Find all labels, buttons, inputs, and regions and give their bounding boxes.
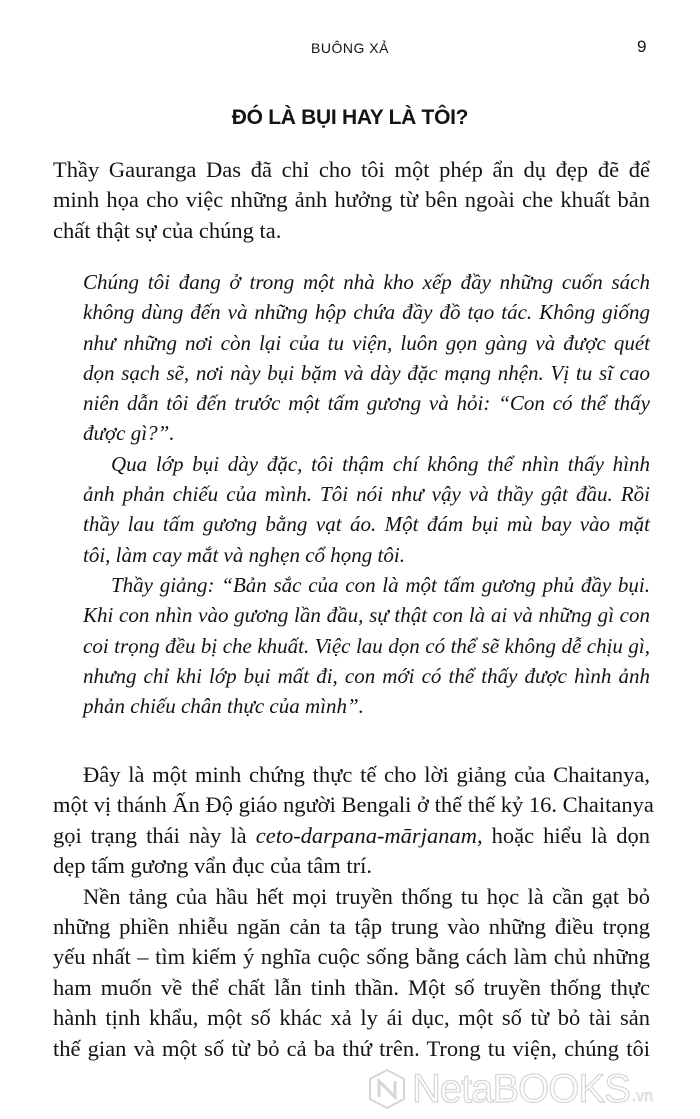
watermark-brand: NetaBOOKS [412,1066,630,1111]
block-quote [83,267,650,721]
section-title: ĐÓ LÀ BỤI HAY LÀ TÔI? [231,106,469,129]
text-line: dẹp tấm gương vẩn đục của tâm trí. [53,853,372,879]
running-header: BUÔNG XẢ [311,40,389,56]
text-line: một vị thánh Ấn Độ giáo người Bengali ở thế thế kỷ 16. Chaitanya [53,792,654,818]
quote-line: Khi con nhìn vào gương lần đầu, sự thật con là ai và những gì con [83,603,650,628]
quote-line: Qua lớp bụi dày đặc, tôi thậm chí không thể nhìn thấy hình [111,451,650,476]
text-line: ham muốn về thể chất lẫn tinh thần. Một số truyền thống thực [53,974,650,1000]
quote-line: phản chiếu chân thực của mình”. [83,694,364,719]
text-line [53,821,650,851]
netabooks-logo-icon [368,1068,406,1110]
page-number: 9 [637,37,647,56]
text-line: chất thật sự của chúng ta. [53,217,282,243]
body-paragraphs [53,760,654,1064]
text-line: hành tịnh khẩu, một số khác xả ly ái dục, một số từ bỏ tài sản [53,1005,650,1031]
text-run: gọi trạng thái này là [53,822,256,848]
quote-line: nhưng chỉ khi lớp bụi mất đi, con mới có thể thấy được hình ảnh [83,663,650,688]
watermark-suffix: .vn [631,1088,654,1105]
quote-line: không dùng đến và những hộp chứa đầy đồ tạo tác. Không giống [83,300,650,325]
text-line: những phiền nhiễu ngăn cản ta tập trung vào những điều trọng [53,913,650,939]
watermark [368,1068,653,1110]
intro-paragraph [53,155,650,246]
quote-line: tôi, làm cay mắt và nghẹn cổ họng tôi. [83,542,405,567]
text-line: Thầy Gauranga Das đã chỉ cho tôi một phép ẩn dụ đẹp đẽ để [53,157,650,182]
quote-line: thầy lau tấm gương bằng vạt áo. Một đám bụi mù bay vào mặt [83,512,650,537]
text-line: minh họa cho việc những ảnh hưởng từ bên ngoài che khuất bản [53,187,650,213]
text-line: Đây là một minh chứng thực tế cho lời giảng của Chaitanya, [83,762,650,787]
quote-line: được gì?”. [83,421,175,446]
quote-line: như những nơi còn lại của tu viện, luôn gọn gàng và được quét [83,330,650,355]
quote-line: Thầy giảng: “Bản sắc của con là một tấm gương phủ đầy bụi. [111,572,650,597]
text-line: yếu nhất – tìm kiếm ý nghĩa cuộc sống bằng cách làm chủ những [53,944,650,970]
sanskrit-term: ceto-darpana-mārjanam [255,822,477,848]
text-line: Nền tảng của hầu hết mọi truyền thống tu học là cần gạt bỏ [83,883,650,909]
text-run: , hoặc hiểu là dọn [476,822,650,848]
quote-line: coi trọng đều bị che khuất. Việc lau dọn có thể sẽ không dễ chịu gì, [83,633,650,658]
quote-line: niên dẫn tôi đến trước một tấm gương và hỏi: “Con có thể thấy [83,391,650,416]
quote-line: dọn sạch sẽ, nơi này bụi bặm và dày đặc mạng nhện. Vị tu sĩ cao [83,360,650,385]
quote-line: ảnh phản chiếu của mình. Tôi nói như vậy và thầy gật đầu. Rồi [83,482,650,507]
text-line: thế gian và một số từ bỏ cả ba thứ trên. Trong tu viện, chúng tôi [53,1035,650,1061]
quote-line: Chúng tôi đang ở trong một nhà kho xếp đầy những cuốn sách [83,270,650,294]
